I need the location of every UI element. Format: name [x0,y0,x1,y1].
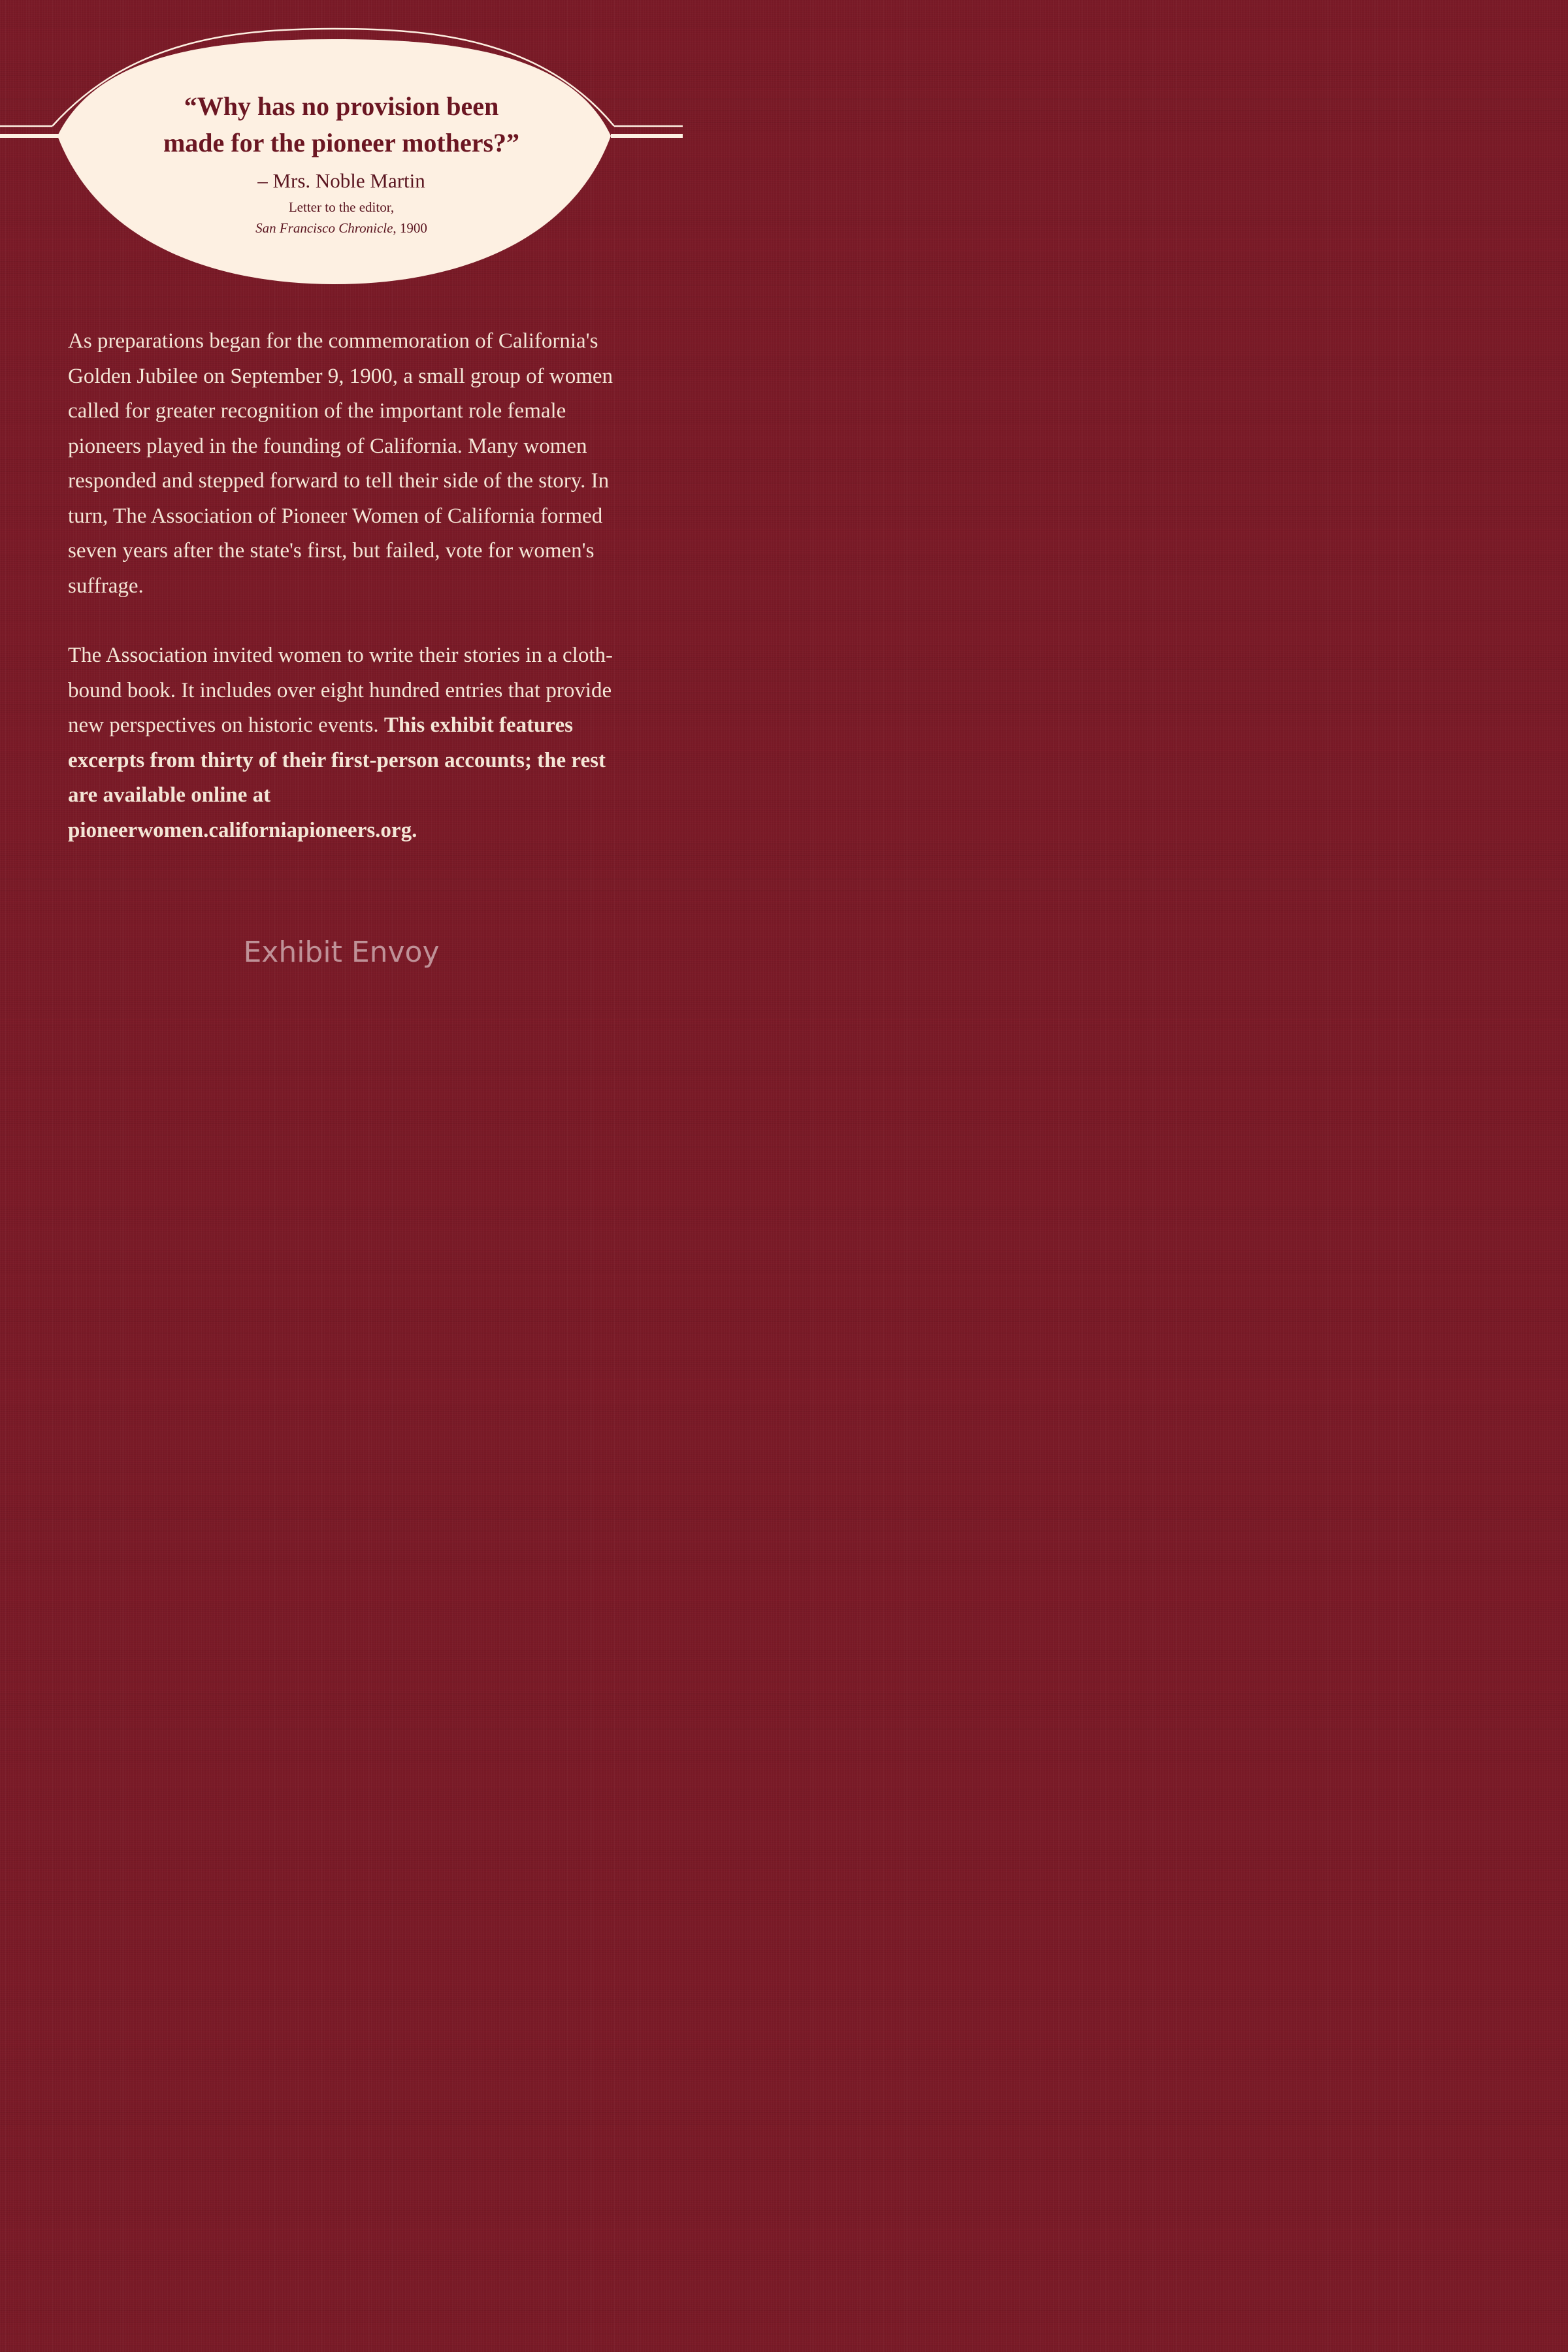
body-paragraph-1: As preparations began for the commemoration of California's Golden Jubilee on September 9, 1900, a small group of women called for greater recognition of the important role female pioneers played in the founding of California. Many women responded and stepped forward to tell their side of the story. In turn, The Association of Pioneer Women of California formed seven years after the state's first, but failed, vote for women's suffrage. [68,329,613,598]
quote-source-year: , 1900 [393,220,427,236]
quote-text [65,88,617,161]
body-paragraph-2-bold: This exhibit features excerpts from thirty of their first-person accounts; the rest are available online at pioneerwomen.californiapioneers.org. [68,713,606,842]
body-paragraph-2 [68,638,623,848]
quote-block [65,88,617,238]
watermark: Exhibit Envoy [243,936,440,969]
body-text [68,324,623,848]
quote-source-line-2 [65,218,617,238]
quote-source-line-1: Letter to the editor, [288,199,395,215]
body-paragraph-2-regular: The Association invited women to write their stories in a cloth-bound book. It includes over eight hundred entries that provide new perspectives on historic events. [68,644,613,737]
quote-line-1: “Why has no provision been [184,91,499,121]
quote-line-2: made for the pioneer mothers?” [163,128,520,157]
quote-source [65,197,617,238]
quote-source-publication: San Francisco Chronicle [255,220,393,236]
quote-author: – Mrs. Noble Martin [257,169,425,192]
